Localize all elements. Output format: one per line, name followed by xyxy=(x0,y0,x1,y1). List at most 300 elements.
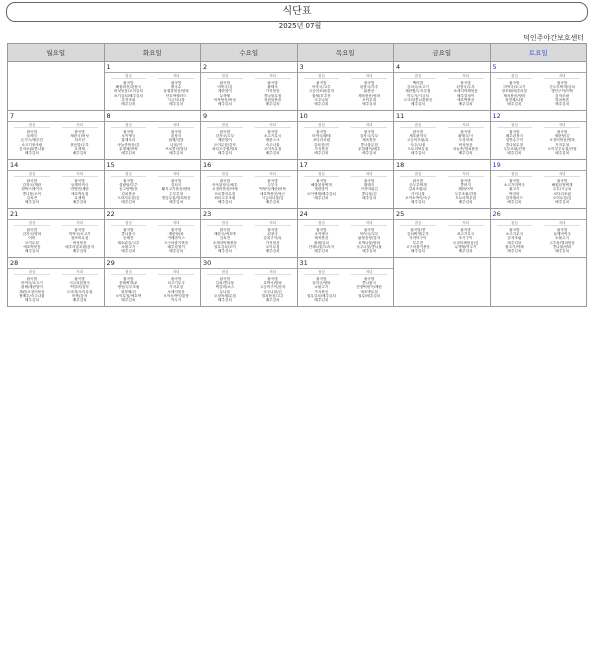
dinner-menu xyxy=(345,269,393,302)
week-row xyxy=(8,111,587,160)
menu-item: 가지볶음 xyxy=(265,240,280,245)
dinner-label: 저녁 xyxy=(255,221,291,226)
day-cell xyxy=(201,62,298,111)
menu-item: 오이무침 xyxy=(24,240,39,245)
lunch-menu xyxy=(105,122,153,155)
menu-item: 잡곡밥 xyxy=(170,228,182,232)
lunch-menu xyxy=(201,122,249,155)
menu-item: 청경채/나물 xyxy=(505,97,524,102)
menu-item: 배추김치 xyxy=(72,249,87,254)
lunch-menu xyxy=(491,220,539,253)
menu-item: 배추김치 xyxy=(121,200,136,205)
menu-item: 잡곡밥 xyxy=(460,179,471,183)
menu-item: 순두부찌개 xyxy=(409,183,427,188)
menu-item: 잡곡밥 xyxy=(460,81,471,85)
menu-item: 콩나물/오이 xyxy=(22,191,42,196)
menu-item: 황태국 xyxy=(267,85,278,90)
menu-item: 미역국/소고기 xyxy=(68,232,91,237)
lunch-label: 점심 xyxy=(304,270,340,275)
day-number: 5 xyxy=(491,62,587,73)
lunch-menu xyxy=(298,269,346,302)
menu-item: 배추겉절이 xyxy=(167,244,185,249)
menu-item: 아욱된장국/새우 xyxy=(212,183,238,188)
day-number: 19 xyxy=(491,160,587,171)
day-cell xyxy=(201,160,298,209)
menu-item: 잡곡밥 xyxy=(170,130,182,134)
day-cell xyxy=(490,160,587,209)
dinner-menu xyxy=(249,122,297,155)
dinner-menu xyxy=(538,220,586,253)
menu-item: 들깨미역국 xyxy=(553,232,571,237)
day-cell xyxy=(104,209,201,258)
lunch-menu xyxy=(394,171,442,204)
menu-item: 소세지야채볶음 xyxy=(212,240,238,245)
menu-item: 마늘종볶음/김 xyxy=(117,142,140,147)
menu-item: 잡채/김치 xyxy=(313,240,329,245)
menu-item: 감자국/계란 xyxy=(22,183,42,188)
dinner-menu xyxy=(152,122,200,155)
meals xyxy=(201,73,297,106)
lunch-label: 점심 xyxy=(111,270,147,275)
menu-item: 잡곡밥 xyxy=(123,81,134,85)
menu-item: 고추장/멸치볶음 xyxy=(549,240,575,245)
menu-item: 메추리알조림/감자 xyxy=(65,244,95,249)
day-cell xyxy=(8,209,105,258)
lunch-label: 점심 xyxy=(207,172,243,177)
menu-item: 갈치구이/무 xyxy=(263,236,282,241)
dinner-menu xyxy=(442,73,490,106)
menu-item: 고등어조림/감자 xyxy=(308,89,335,94)
menu-item: 배추김치 xyxy=(169,249,184,254)
meals xyxy=(394,171,490,204)
dinner-label: 저녁 xyxy=(255,270,291,275)
day-cell xyxy=(104,62,201,111)
menu-item: 어묵볶음/버섯 xyxy=(213,97,236,102)
menu-item: 잡곡밥 xyxy=(460,228,471,232)
lunch-label: 점심 xyxy=(497,74,533,79)
menu-item: 잡곡밥 xyxy=(267,81,278,85)
menu-item: 숙주나물/김 xyxy=(263,289,282,294)
day-number: 21 xyxy=(8,209,104,220)
menu-item: 호박국/양파 xyxy=(263,281,282,286)
weekday-header: 수요일 xyxy=(201,44,298,62)
day-number: 25 xyxy=(394,209,490,220)
menu-item: 무생채 xyxy=(74,195,85,200)
lunch-menu xyxy=(298,122,346,155)
menu-item: 무말랭이/배추 xyxy=(358,146,381,151)
menu-item: 콩나물/양파 xyxy=(552,244,572,249)
lunch-menu xyxy=(8,269,56,302)
menu-item: 마늘종/멸치볶음 xyxy=(452,146,479,151)
empty-day-cell xyxy=(394,258,491,307)
menu-item: 배추김치 xyxy=(121,151,136,156)
menu-item: 나물/전 xyxy=(170,142,182,147)
menu-item: 된장국 xyxy=(170,134,182,139)
menu-item: 잡곡밥 xyxy=(123,277,134,281)
menu-item: 배추된장국 xyxy=(505,134,524,139)
menu-item: 오이냉국 xyxy=(121,134,136,139)
menu-item: 감자조림 xyxy=(507,236,522,241)
menu-item: 무생채/어묵 xyxy=(119,146,138,151)
menu-item: 애호박볶음/당근 xyxy=(259,191,286,196)
menu-item: 잡채/부추전 xyxy=(312,93,331,98)
dinner-label: 저녁 xyxy=(255,74,291,79)
menu-item: 잡곡밥 xyxy=(509,130,520,134)
menu-item: 배추김치 xyxy=(24,151,39,156)
menu-item: 계란스크 xyxy=(265,138,280,143)
menu-item: 두부국 xyxy=(267,183,278,188)
weekday-header: 월요일 xyxy=(8,44,105,62)
dinner-menu xyxy=(56,220,104,253)
menu-item: 잡곡밥 xyxy=(219,228,231,232)
dinner-menu xyxy=(56,171,104,204)
menu-item: 잡곡밥 xyxy=(363,81,375,85)
menu-item: 두부조림/간장 xyxy=(454,191,477,196)
month-label: 2025년 07월 xyxy=(278,22,322,30)
menu-item: 떡갈비/감자 xyxy=(70,285,89,290)
menu-item: 콩나물무침 xyxy=(263,93,282,98)
menu-item: 잡곡밥 xyxy=(363,277,375,281)
menu-item: 배추김치 xyxy=(72,200,87,205)
menu-item: 배추김치 xyxy=(217,200,232,205)
menu-item: 오이생채/배추김치 xyxy=(306,191,336,196)
menu-item: 해물된장찌개 xyxy=(310,183,332,188)
menu-item: 함박스테이크 xyxy=(21,187,43,192)
menu-item: 배추김치 xyxy=(217,151,232,156)
menu-item: 된장국/부추 xyxy=(359,85,379,90)
lunch-label: 점심 xyxy=(14,172,50,177)
menu-item: 아욱국/고추 xyxy=(312,85,331,90)
menu-item: 계란/오징어볶음 xyxy=(19,289,45,294)
meals xyxy=(491,220,587,253)
menu-item: 꽈리고추조림 xyxy=(214,195,236,200)
menu-item: 꽈리고추찜/멸치 xyxy=(212,146,238,151)
dinner-label: 저녁 xyxy=(255,123,291,128)
menu-item: 배추김치 xyxy=(24,298,39,303)
menu-item: 배추김치 xyxy=(314,102,329,107)
menu-item: 삼겹살볶음 xyxy=(263,97,282,102)
meals xyxy=(201,171,297,204)
menu-item: 배추김치 xyxy=(169,151,184,156)
menu-item: 멸치볶음 xyxy=(555,97,570,102)
menu-item: 김치볶음 xyxy=(121,191,136,196)
lunch-label: 점심 xyxy=(304,172,340,177)
menu-item: 무나물 xyxy=(219,289,231,294)
menu-item: 도토리묵무침 xyxy=(455,195,477,200)
menu-item: 배추김치 xyxy=(555,151,570,156)
menu-item: 돈가스/배추전 xyxy=(20,138,43,143)
menu-item: 무생채 xyxy=(219,93,231,98)
menu-item: 청포묵무침 xyxy=(70,236,89,241)
week-row xyxy=(8,258,587,307)
menu-item: 쇠고기무국 xyxy=(456,232,475,237)
lunch-menu xyxy=(105,171,153,204)
dinner-label: 저녁 xyxy=(158,172,194,177)
menu-item: 소불고기 xyxy=(314,285,329,290)
menu-item: 소고기장조림 xyxy=(21,142,43,147)
menu-item: 동태찌개/무 xyxy=(119,281,138,286)
menu-item: 호박나물/양파 xyxy=(358,240,381,245)
menu-item: 김치찌개/두부 xyxy=(406,232,429,237)
dinner-label: 저녁 xyxy=(351,270,387,275)
meals xyxy=(298,122,394,155)
week-row xyxy=(8,62,587,111)
menu-item: 잡채/김밥 xyxy=(168,138,184,143)
dinner-label: 저녁 xyxy=(351,221,387,226)
menu-item: 볶음밥/두부 xyxy=(70,142,89,147)
menu-item: 콩나물무침 xyxy=(360,142,378,147)
menu-item: 잡곡밥 xyxy=(460,130,471,134)
day-number: 24 xyxy=(298,209,394,220)
dinner-menu xyxy=(345,171,393,200)
menu-item: 설렁탕/부추 xyxy=(119,183,138,188)
menu-item: 배추김치 xyxy=(121,298,136,303)
menu-item: 잡곡밥 xyxy=(509,228,520,232)
menu-item: 장조림/메추리알 xyxy=(501,89,528,94)
menu-item: 감자국/양파 xyxy=(22,232,42,237)
day-number: 28 xyxy=(8,258,104,269)
lunch-menu xyxy=(201,220,249,253)
day-cell xyxy=(201,111,298,160)
dinner-label: 저녁 xyxy=(544,74,580,79)
day-number: 30 xyxy=(201,258,297,269)
menu-item: 가지볶음 xyxy=(314,146,329,151)
weekday-header-saturday: 토요일 xyxy=(490,44,587,62)
dinner-menu xyxy=(538,171,586,204)
menu-item: 오이무침/애호박 xyxy=(115,293,142,298)
menu-item: 배추김치 xyxy=(121,102,136,107)
lunch-label: 점심 xyxy=(207,74,243,79)
menu-item: 미역국/소고기 xyxy=(20,281,43,286)
menu-item: 배추김치 xyxy=(314,195,329,200)
day-cell xyxy=(297,209,394,258)
menu-item: 도라지/오이무침 xyxy=(66,289,93,294)
menu-item: 열무김치/오이 xyxy=(213,244,236,249)
menu-item: 오징어채/무침 xyxy=(213,293,236,298)
meals xyxy=(105,171,201,204)
menu-item: 소고기미역국 xyxy=(503,183,525,188)
menu-item: 황태국/시 xyxy=(458,134,474,139)
menu-item: 배추김치 xyxy=(555,102,570,107)
menu-item: 된장국 xyxy=(267,232,278,237)
day-cell xyxy=(490,209,587,258)
day-number: 11 xyxy=(394,111,490,122)
menu-item: 잡곡밥 xyxy=(363,179,375,183)
day-number: 16 xyxy=(201,160,297,171)
menu-item: 잡곡밥 xyxy=(123,130,134,134)
menu-item: 북어국/두부 xyxy=(359,232,379,237)
day-cell xyxy=(297,62,394,111)
menu-item: 황태국 xyxy=(363,183,375,188)
day-number: 10 xyxy=(298,111,394,122)
menu-item: 배추김치 xyxy=(362,151,377,156)
menu-item: 배추김치 xyxy=(362,102,377,107)
menu-item: 잡곡밥 xyxy=(556,179,568,183)
menu-item: 해물된장찌개 xyxy=(551,183,573,188)
menu-item: 생선구이/어묵 xyxy=(551,89,574,94)
menu-item: 오징어볶음/양파 xyxy=(549,138,575,143)
lunch-menu xyxy=(8,220,56,253)
menu-item: 어묵/감자 xyxy=(72,293,88,298)
menu-item: 소세지야채볶음 xyxy=(453,89,478,94)
menu-item: 도토리묵무침 xyxy=(407,146,429,151)
menu-item: 동그랑땡/전 xyxy=(119,187,138,192)
menu-item: 가자미구이 xyxy=(409,236,427,241)
menu-item: 치즈전 xyxy=(74,138,85,143)
menu-item: 콩나물국 xyxy=(121,232,136,237)
menu-item: 계란/어묵 xyxy=(458,187,474,192)
menu-item: 배추김치 xyxy=(362,195,377,200)
meals xyxy=(394,220,490,253)
lunch-menu xyxy=(298,73,346,106)
menu-item: 잡곡밥 xyxy=(316,277,327,281)
menu-item: 배추김치 xyxy=(24,249,39,254)
weekday-header: 목요일 xyxy=(297,44,394,62)
menu-item: 갈치조림/무 xyxy=(408,187,428,192)
dinner-label: 저녁 xyxy=(158,74,194,79)
lunch-label: 점심 xyxy=(304,221,340,226)
menu-item: 잡곡밥 xyxy=(219,277,231,281)
menu-item: 배추김치 xyxy=(72,298,87,303)
menu-item: 배추김치 xyxy=(24,200,39,205)
menu-item: 들깨미역국 xyxy=(70,183,89,188)
meals xyxy=(298,269,394,302)
menu-item: 잡곡밥 xyxy=(316,228,327,232)
dinner-label: 저녁 xyxy=(448,74,484,79)
menu-item: 감자조림/콩나물 xyxy=(19,146,45,151)
lunch-label: 점심 xyxy=(207,221,243,226)
lunch-menu xyxy=(201,171,249,204)
meals xyxy=(105,73,201,106)
menu-item: 해물파전/된장국 xyxy=(115,85,142,90)
lunch-label: 점심 xyxy=(14,123,50,128)
menu-item: 오이소박이/숙주 xyxy=(405,195,431,200)
menu-item: 잡곡밥 xyxy=(363,130,375,134)
day-cell xyxy=(297,111,394,160)
menu-item: 배추김치 xyxy=(169,200,184,205)
menu-item: 김치전 xyxy=(26,195,38,200)
menu-item: 된장국/두부 xyxy=(456,85,475,90)
menu-item: 배추김치 xyxy=(458,151,473,156)
menu-item: 김치/콩나물 xyxy=(215,281,235,286)
calendar-body xyxy=(8,62,587,307)
menu-item: 오이부추무침/간장 xyxy=(547,146,577,151)
menu-item: 잡곡밥 xyxy=(556,130,568,134)
day-number: 18 xyxy=(394,160,490,171)
menu-item: 계란국/애호박 xyxy=(213,232,236,237)
menu-item: 오이무침/감자 xyxy=(213,142,236,147)
lunch-label: 점심 xyxy=(400,74,436,79)
menu-item: 배추김치 xyxy=(507,102,522,107)
menu-item: 닭볶음탕/감자 xyxy=(358,236,381,241)
menu-item: 잡곡밥 xyxy=(123,179,134,183)
menu-item: 소고기무국 xyxy=(263,134,282,139)
meals xyxy=(298,171,394,200)
menu-item: 깍두기/시금치 xyxy=(406,93,429,98)
lunch-label: 점심 xyxy=(14,221,50,226)
menu-item: 감자조림 xyxy=(555,93,570,98)
menu-item: 배추김치 xyxy=(410,200,425,205)
dinner-menu xyxy=(345,73,393,106)
meals xyxy=(8,269,104,302)
menu-item: 김치국/소고기 xyxy=(406,85,429,90)
weekday-header-row xyxy=(8,44,587,62)
menu-item: 잡곡밥 xyxy=(170,81,182,85)
day-cell xyxy=(201,209,298,258)
menu-item: 잡채/계란말이 xyxy=(20,285,43,290)
menu-item: 계란말이 xyxy=(217,138,232,143)
menu-item: 감자국/두부 xyxy=(359,134,379,139)
dinner-label: 저녁 xyxy=(62,221,98,226)
menu-item: 가지볶음 xyxy=(314,289,329,294)
menu-item: 제육볶음/양파 xyxy=(503,93,526,98)
menu-item: 배추김치 xyxy=(555,200,570,205)
meals xyxy=(105,122,201,155)
day-number: 23 xyxy=(201,209,297,220)
menu-item: 잡곡밥 xyxy=(219,81,231,85)
menu-item: 숙주/나물 xyxy=(410,142,426,147)
menu-item: 계란탕/김 xyxy=(554,134,570,139)
dinner-label: 저녁 xyxy=(62,172,98,177)
menu-item: 잡곡밥 xyxy=(267,228,278,232)
menu-item: 잡곡밥 xyxy=(363,228,375,232)
lunch-label: 점심 xyxy=(207,270,243,275)
menu-item: 부추전 xyxy=(412,240,424,245)
menu-item: 배추김치 xyxy=(265,151,280,156)
menu-item: 떡갈비 xyxy=(509,191,520,196)
calendar-table xyxy=(7,43,587,307)
menu-item: 들깨국 xyxy=(26,134,38,139)
day-number: 12 xyxy=(491,111,587,122)
menu-item: 잡곡밥 xyxy=(267,277,278,281)
day-number: 26 xyxy=(491,209,587,220)
menu-item: 계란국/버섯 xyxy=(70,134,89,139)
menu-item: 감자국/두부 xyxy=(215,134,235,139)
menu-item: 잡곡밥 xyxy=(74,277,85,281)
menu-item: 잡곡밥 xyxy=(26,130,38,134)
day-cell xyxy=(104,111,201,160)
menu-item: 배추김치 xyxy=(314,151,329,156)
lunch-menu xyxy=(298,171,346,200)
lunch-menu xyxy=(394,73,442,106)
meals xyxy=(8,220,104,253)
dinner-label: 저녁 xyxy=(544,221,580,226)
day-cell xyxy=(490,111,587,160)
menu-item: 오이지무침 xyxy=(263,146,282,151)
lunch-label: 점심 xyxy=(111,172,147,177)
menu-item: 도라지무침/김 xyxy=(117,195,140,200)
meals xyxy=(491,122,587,155)
menu-item: 깻잎무침/멸치볶음 xyxy=(161,195,191,200)
menu-item: 고구마줄기볶음 xyxy=(163,240,189,245)
menu-item: 어묵 xyxy=(28,236,36,241)
week-row xyxy=(8,209,587,258)
day-number: 17 xyxy=(298,160,394,171)
lunch-menu xyxy=(8,171,56,204)
dinner-menu xyxy=(442,171,490,204)
lunch-menu xyxy=(491,122,539,155)
menu-item: 배추김치 xyxy=(410,102,425,107)
menu-item: 배추김치 xyxy=(121,249,136,254)
menu-item: 배추김치 xyxy=(217,298,232,303)
lunch-label: 점심 xyxy=(304,74,340,79)
menu-item: 숙주나물 xyxy=(314,97,329,102)
menu-item: 계란말이 xyxy=(314,187,329,192)
day-cell xyxy=(394,160,491,209)
menu-item: 잡곡밥 xyxy=(26,277,38,281)
day-cell xyxy=(394,209,491,258)
menu-item: 배추김치 xyxy=(217,102,232,107)
